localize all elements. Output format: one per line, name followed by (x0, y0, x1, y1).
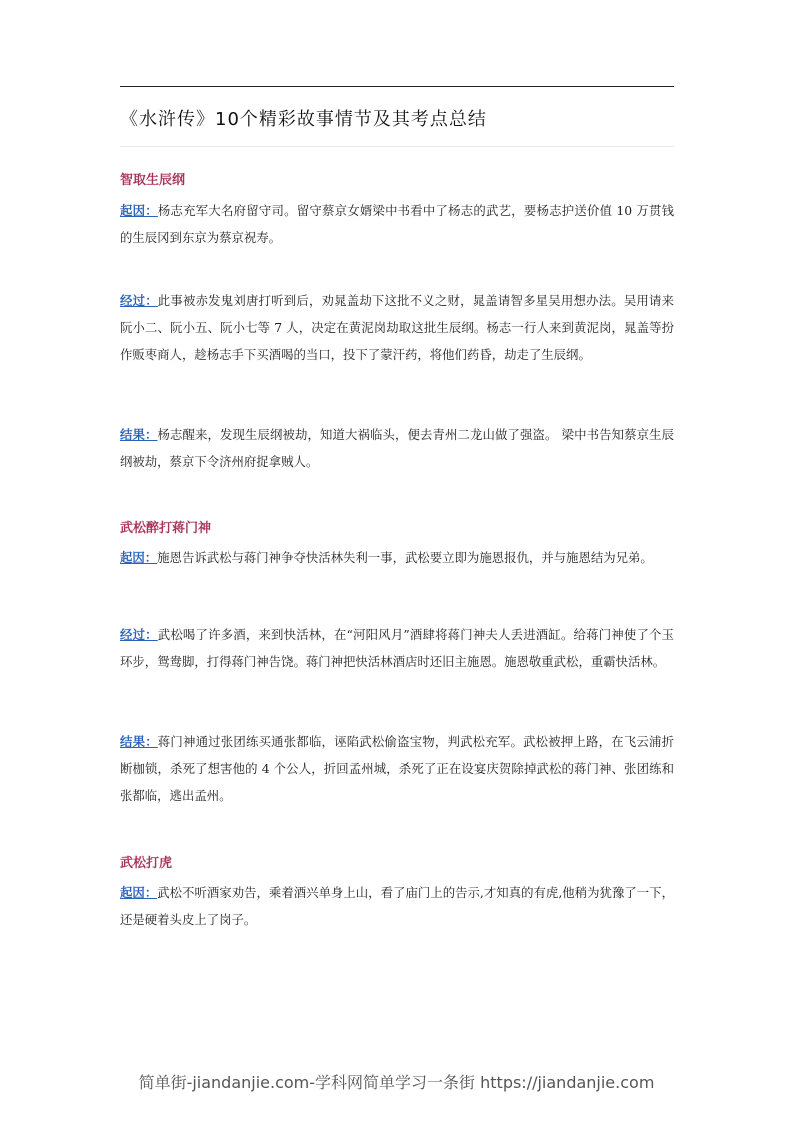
process-label: 经过： (120, 293, 158, 308)
story-result (120, 421, 674, 475)
story-cause (120, 879, 674, 933)
cause-label: 起因： (120, 885, 158, 900)
process-text: 此事被赤发鬼刘唐打听到后，劝晁盖劫下这批不义之财，晁盖请智多星吴用想办法。吴用请来阮小二、阮小五、阮小七等 7 人，决定在黄泥岗劫取这批生辰纲。杨志一行人来到黄泥岗，晁盖等扮作贩枣商人，趁杨志手下买酒喝的当口，投下了蒙汗药，将他们药昏，劫走了生辰纲。 (120, 293, 675, 362)
story-heading: 智取生辰纲 (120, 173, 186, 188)
story-cause (120, 544, 674, 571)
title-divider (120, 146, 674, 147)
story-process (120, 287, 674, 368)
result-label: 结果： (120, 734, 158, 749)
page-title: 《水浒传》10个精彩故事情节及其考点总结 (120, 109, 487, 130)
cause-text: 武松不听酒家劝告，乘着酒兴单身上山，看了庙门上的告示,才知真的有虎,他稍为犹豫了一下，还是硬着头皮上了岗子。 (120, 885, 674, 927)
result-text: 蒋门神通过张团练买通张都临，诬陷武松偷盗宝物，判武松充军。武松被押上路，在飞云浦折断枷锁，杀死了想害他的 4 个公人，折回孟州城，杀死了正在设宴庆贺除掉武松的蒋门神、张团练和张都临，逃出孟州。 (120, 734, 675, 803)
process-text: 武松喝了许多酒，来到快活林，在“河阳风月”酒肆将蒋门神夫人丢进酒缸。给蒋门神使了个玉环步，鸳鸯脚，打得蒋门神告饶。蒋门神把快活林酒店时还旧主施恩。施恩敬重武松，重霸快活林。 (120, 627, 675, 669)
story-heading: 武松打虎 (120, 856, 173, 871)
cause-label: 起因： (120, 203, 158, 218)
result-text: 杨志醒来，发现生辰纲被劫，知道大祸临头，便去青州二龙山做了强盗。 梁中书告知蔡京生辰纲被劫，蔡京下令济州府捉拿贼人。 (120, 427, 674, 469)
top-rule (120, 86, 674, 87)
cause-text: 杨志充军大名府留守司。留守蔡京女婿梁中书看中了杨志的武艺，要杨志护送价值 10 万贯钱的生辰冈到东京为蔡京祝寿。 (120, 203, 674, 245)
story-cause (120, 197, 674, 251)
story-heading: 武松醉打蒋门神 (120, 521, 212, 536)
cause-label: 起因： (120, 550, 158, 565)
footer-watermark: 简单街-jiandanjie.com-学科网简单学习一条街 https://jiandanjie.com (138, 1073, 655, 1092)
story-result (120, 728, 674, 809)
cause-text: 施恩告诉武松与蒋门神争夺快活林失利一事，武松要立即为施恩报仇，并与施恩结为兄弟。 (157, 550, 653, 565)
result-label: 结果： (120, 427, 158, 442)
process-label: 经过： (120, 627, 158, 642)
story-process (120, 621, 674, 675)
